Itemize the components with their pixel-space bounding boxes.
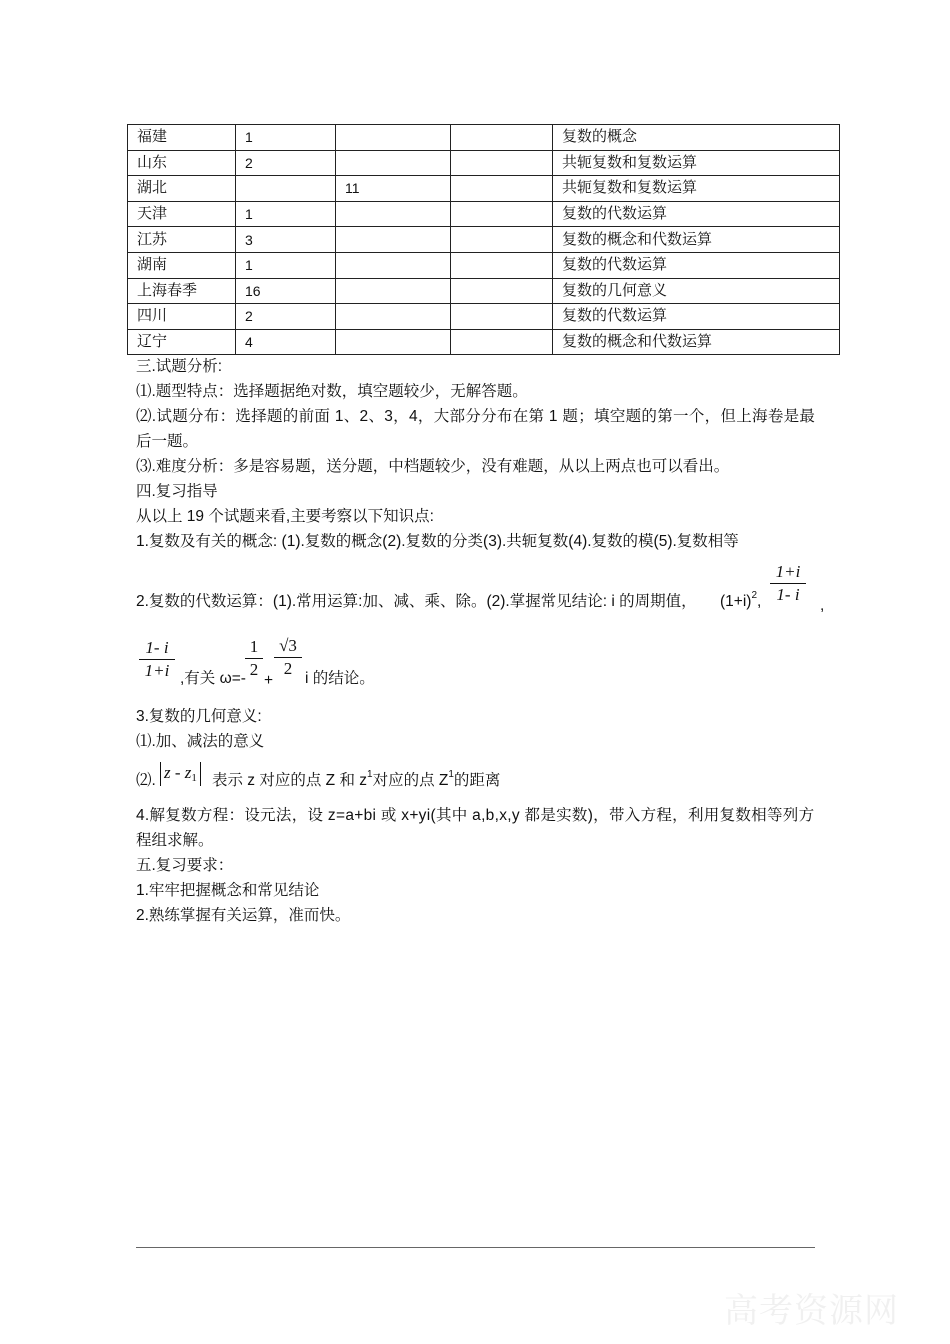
blank-cell [451, 176, 553, 202]
fraction-sqrt3-over-2: √3 2 [274, 636, 302, 679]
topic-cell: 共轭复数和复数运算 [553, 150, 840, 176]
fill-count-cell [336, 125, 451, 151]
knowledge-point-2-text: 2.复数的代数运算：(1).常用运算:加、减、乘、除。(2).掌握常见结论: i 的周期值， [136, 593, 697, 610]
section4-title: 四.复习指导 [136, 483, 218, 500]
topic-cell: 复数的代数运算 [553, 304, 840, 330]
knowledge-point-3-title: 3.复数的几何意义: [136, 708, 262, 725]
knowledge-point-3-item2-prefix: ⑵. [136, 772, 156, 789]
fill-count-cell: 11 [336, 176, 451, 202]
fill-count-cell [336, 329, 451, 355]
topic-cell: 复数的几何意义 [553, 278, 840, 304]
table-row [128, 304, 840, 330]
requirement-2: 2.熟练掌握有关运算，准而快。 [136, 907, 351, 924]
section3-item2-line2: 后一题。 [136, 433, 199, 450]
fraction-1minusi-over-1plusi: 1- i 1+i [139, 638, 175, 681]
fill-count-cell [336, 304, 451, 330]
omega-label: ,有关 ω=- [180, 670, 246, 687]
topic-cell: 复数的概念和代数运算 [553, 227, 840, 253]
province-cell: 江苏 [128, 227, 236, 253]
blank-cell [451, 278, 553, 304]
topic-cell: 复数的代数运算 [553, 252, 840, 278]
blank-cell [451, 227, 553, 253]
section5-title: 五.复习要求： [136, 857, 234, 874]
comma-separator: , [820, 597, 825, 614]
table-row [128, 252, 840, 278]
count-cell: 2 [236, 150, 336, 176]
table-row [128, 329, 840, 355]
fill-count-cell [336, 278, 451, 304]
footer-divider [136, 1247, 815, 1248]
section3-item2-line1: ⑵.试题分布：选择题的前面 1、2、3，4，大部分分布在第 1 题；填空题的第一个，但上海卷是最 [136, 408, 816, 425]
blank-cell [451, 150, 553, 176]
absolute-value-expression: z - z1 [160, 762, 201, 786]
blank-cell [451, 252, 553, 278]
province-cell: 辽宁 [128, 329, 236, 355]
fill-count-cell [336, 150, 451, 176]
count-cell: 1 [236, 125, 336, 151]
topic-cell: 复数的概念和代数运算 [553, 329, 840, 355]
section3-item1: ⑴.题型特点：选择题据绝对数，填空题较少，无解答题。 [136, 383, 528, 400]
blank-cell [451, 201, 553, 227]
count-cell: 2 [236, 304, 336, 330]
knowledge-point-4-line1: 4.解复数方程：设元法，设 z=a+bi 或 x+yi(其中 a,b,x,y 都是实数)，带入方程，利用复数相等列方 [136, 807, 815, 824]
power-expression: $(1+i)^2$, [720, 590, 762, 610]
fraction-one-half: 1 2 [245, 637, 263, 680]
table-row [128, 201, 840, 227]
topic-cell: 复数的概念 [553, 125, 840, 151]
omega-conclusion: i 的结论。 [305, 670, 375, 687]
province-cell: 湖南 [128, 252, 236, 278]
fill-count-cell [336, 201, 451, 227]
count-cell: 4 [236, 329, 336, 355]
blank-cell [451, 304, 553, 330]
requirement-1: 1.牢牢把握概念和常见结论 [136, 882, 320, 899]
section4-intro: 从以上 19 个试题来看,主要考察以下知识点: [136, 508, 434, 525]
fill-count-cell [336, 227, 451, 253]
blank-cell [451, 329, 553, 355]
knowledge-point-4-line2: 程组求解。 [136, 832, 214, 849]
province-cell: 天津 [128, 201, 236, 227]
province-cell: 上海春季 [128, 278, 236, 304]
table-row [128, 150, 840, 176]
knowledge-point-1: 1.复数及有关的概念: (1).复数的概念(2).复数的分类(3).共轭复数(4).复数的模(5).复数相等 [136, 533, 739, 550]
count-cell: 16 [236, 278, 336, 304]
blank-cell [451, 125, 553, 151]
table-row [128, 278, 840, 304]
watermark-logo: 高考资源网 [724, 1291, 899, 1331]
table-row [128, 125, 840, 151]
table-row [128, 227, 840, 253]
table-row [128, 176, 840, 202]
province-cell: 福建 [128, 125, 236, 151]
section3-title: 三.试题分析: [136, 358, 223, 375]
knowledge-point-3-item2-text: 表示 z 对应的点 Z 和 $z^1$对应的点 $Z^1$的距离 [212, 769, 501, 789]
exam-distribution-table [127, 124, 840, 355]
count-cell [236, 176, 336, 202]
topic-cell: 共轭复数和复数运算 [553, 176, 840, 202]
knowledge-point-3-item1: ⑴.加、减法的意义 [136, 733, 265, 750]
topic-cell: 复数的代数运算 [553, 201, 840, 227]
count-cell: 1 [236, 252, 336, 278]
plus-sign: + [264, 672, 274, 689]
count-cell: 1 [236, 201, 336, 227]
count-cell: 3 [236, 227, 336, 253]
province-cell: 四川 [128, 304, 236, 330]
province-cell: 山东 [128, 150, 236, 176]
province-cell: 湖北 [128, 176, 236, 202]
fraction-1plusi-over-1minusi: 1+i 1- i [770, 562, 806, 605]
section3-item3: ⑶.难度分析：多是容易题，送分题，中档题较少，没有难题，从以上两点也可以看出。 [136, 458, 730, 475]
fill-count-cell [336, 252, 451, 278]
